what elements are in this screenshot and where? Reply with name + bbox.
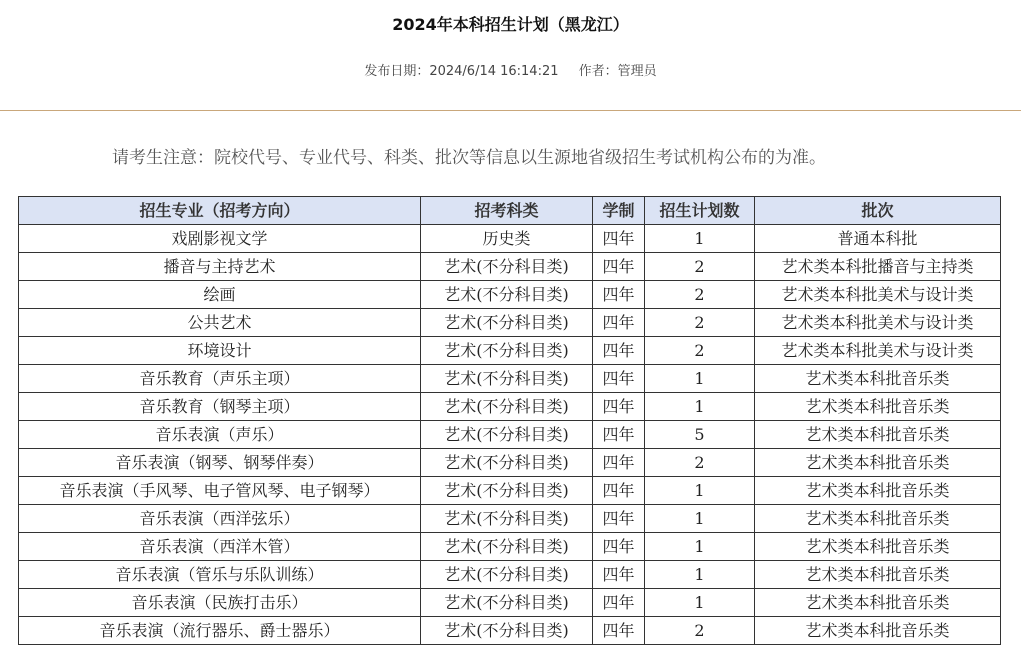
category-cell: 艺术(不分科目类) (421, 281, 593, 309)
batch-cell: 普通本科批 (755, 225, 1001, 253)
duration-cell: 四年 (593, 449, 645, 477)
duration-cell: 四年 (593, 421, 645, 449)
duration-cell: 四年 (593, 561, 645, 589)
category-cell: 艺术(不分科目类) (421, 253, 593, 281)
category-cell: 历史类 (421, 225, 593, 253)
table-header-row (19, 197, 1001, 225)
table-row (19, 309, 1001, 337)
table-row (19, 589, 1001, 617)
major-cell: 公共艺术 (19, 309, 421, 337)
table-row (19, 365, 1001, 393)
batch-cell: 艺术类本科批美术与设计类 (755, 337, 1001, 365)
duration-cell: 四年 (593, 589, 645, 617)
category-cell: 艺术(不分科目类) (421, 589, 593, 617)
batch-cell: 艺术类本科批音乐类 (755, 533, 1001, 561)
header-plan-count: 招生计划数 (645, 197, 755, 225)
major-cell: 音乐表演（西洋弦乐） (19, 505, 421, 533)
plan-count-cell: 1 (645, 225, 755, 253)
major-cell: 音乐表演（西洋木管） (19, 533, 421, 561)
publish-date: 发布日期：2024/6/14 16:14:21 (364, 64, 559, 79)
batch-cell: 艺术类本科批音乐类 (755, 365, 1001, 393)
major-cell: 戏剧影视文学 (19, 225, 421, 253)
major-cell: 播音与主持艺术 (19, 253, 421, 281)
table-row (19, 281, 1001, 309)
major-cell: 音乐教育（声乐主项） (19, 365, 421, 393)
header-batch: 批次 (755, 197, 1001, 225)
major-cell: 音乐表演（声乐） (19, 421, 421, 449)
plan-count-cell: 5 (645, 421, 755, 449)
batch-cell: 艺术类本科批音乐类 (755, 589, 1001, 617)
major-cell: 音乐表演（民族打击乐） (19, 589, 421, 617)
plan-count-cell: 1 (645, 365, 755, 393)
article-meta (0, 60, 1021, 79)
table-row (19, 561, 1001, 589)
table-row (19, 533, 1001, 561)
duration-cell: 四年 (593, 505, 645, 533)
category-cell: 艺术(不分科目类) (421, 365, 593, 393)
header-major: 招生专业（招考方向） (19, 197, 421, 225)
category-cell: 艺术(不分科目类) (421, 561, 593, 589)
plan-count-cell: 2 (645, 253, 755, 281)
table-row (19, 505, 1001, 533)
batch-cell: 艺术类本科批美术与设计类 (755, 309, 1001, 337)
duration-cell: 四年 (593, 253, 645, 281)
duration-cell: 四年 (593, 365, 645, 393)
duration-cell: 四年 (593, 393, 645, 421)
major-cell: 音乐表演（手风琴、电子管风琴、电子钢琴） (19, 477, 421, 505)
header-category: 招考科类 (421, 197, 593, 225)
table-row (19, 421, 1001, 449)
batch-cell: 艺术类本科批音乐类 (755, 617, 1001, 645)
category-cell: 艺术(不分科目类) (421, 421, 593, 449)
table-row (19, 449, 1001, 477)
duration-cell: 四年 (593, 533, 645, 561)
category-cell: 艺术(不分科目类) (421, 449, 593, 477)
page-title: 2024年本科招生计划（黑龙江） (392, 15, 629, 34)
duration-cell: 四年 (593, 281, 645, 309)
category-cell: 艺术(不分科目类) (421, 617, 593, 645)
plan-count-cell: 1 (645, 393, 755, 421)
author: 作者：管理员 (578, 64, 657, 79)
batch-cell: 艺术类本科批音乐类 (755, 561, 1001, 589)
plan-count-cell: 1 (645, 477, 755, 505)
header-duration: 学制 (593, 197, 645, 225)
major-cell: 环境设计 (19, 337, 421, 365)
table-row (19, 337, 1001, 365)
category-cell: 艺术(不分科目类) (421, 505, 593, 533)
batch-cell: 艺术类本科批音乐类 (755, 505, 1001, 533)
duration-cell: 四年 (593, 337, 645, 365)
table-row (19, 393, 1001, 421)
major-cell: 音乐教育（钢琴主项） (19, 393, 421, 421)
duration-cell: 四年 (593, 617, 645, 645)
major-cell: 音乐表演（管乐与乐队训练） (19, 561, 421, 589)
category-cell: 艺术(不分科目类) (421, 337, 593, 365)
plan-count-cell: 2 (645, 449, 755, 477)
batch-cell: 艺术类本科批美术与设计类 (755, 281, 1001, 309)
batch-cell: 艺术类本科批音乐类 (755, 393, 1001, 421)
plan-count-cell: 1 (645, 505, 755, 533)
plan-count-cell: 2 (645, 337, 755, 365)
plan-count-cell: 1 (645, 589, 755, 617)
batch-cell: 艺术类本科批音乐类 (755, 421, 1001, 449)
batch-cell: 艺术类本科批音乐类 (755, 449, 1001, 477)
batch-cell: 艺术类本科批播音与主持类 (755, 253, 1001, 281)
category-cell: 艺术(不分科目类) (421, 477, 593, 505)
table-row (19, 225, 1001, 253)
table-body (19, 225, 1001, 645)
table-row (19, 477, 1001, 505)
major-cell: 绘画 (19, 281, 421, 309)
enrollment-plan-table (18, 196, 1001, 645)
plan-count-cell: 2 (645, 617, 755, 645)
plan-count-cell: 1 (645, 533, 755, 561)
category-cell: 艺术(不分科目类) (421, 309, 593, 337)
plan-count-cell: 1 (645, 561, 755, 589)
notice-text: 请考生注意：院校代号、专业代号、科类、批次等信息以生源地省级招生考试机构公布的为准。 (112, 148, 826, 168)
plan-count-cell: 2 (645, 281, 755, 309)
duration-cell: 四年 (593, 477, 645, 505)
major-cell: 音乐表演（流行器乐、爵士器乐） (19, 617, 421, 645)
major-cell: 音乐表演（钢琴、钢琴伴奏） (19, 449, 421, 477)
header-divider (0, 110, 1021, 111)
duration-cell: 四年 (593, 309, 645, 337)
plan-count-cell: 2 (645, 309, 755, 337)
category-cell: 艺术(不分科目类) (421, 393, 593, 421)
batch-cell: 艺术类本科批音乐类 (755, 477, 1001, 505)
table-row (19, 253, 1001, 281)
duration-cell: 四年 (593, 225, 645, 253)
table-row (19, 617, 1001, 645)
category-cell: 艺术(不分科目类) (421, 533, 593, 561)
